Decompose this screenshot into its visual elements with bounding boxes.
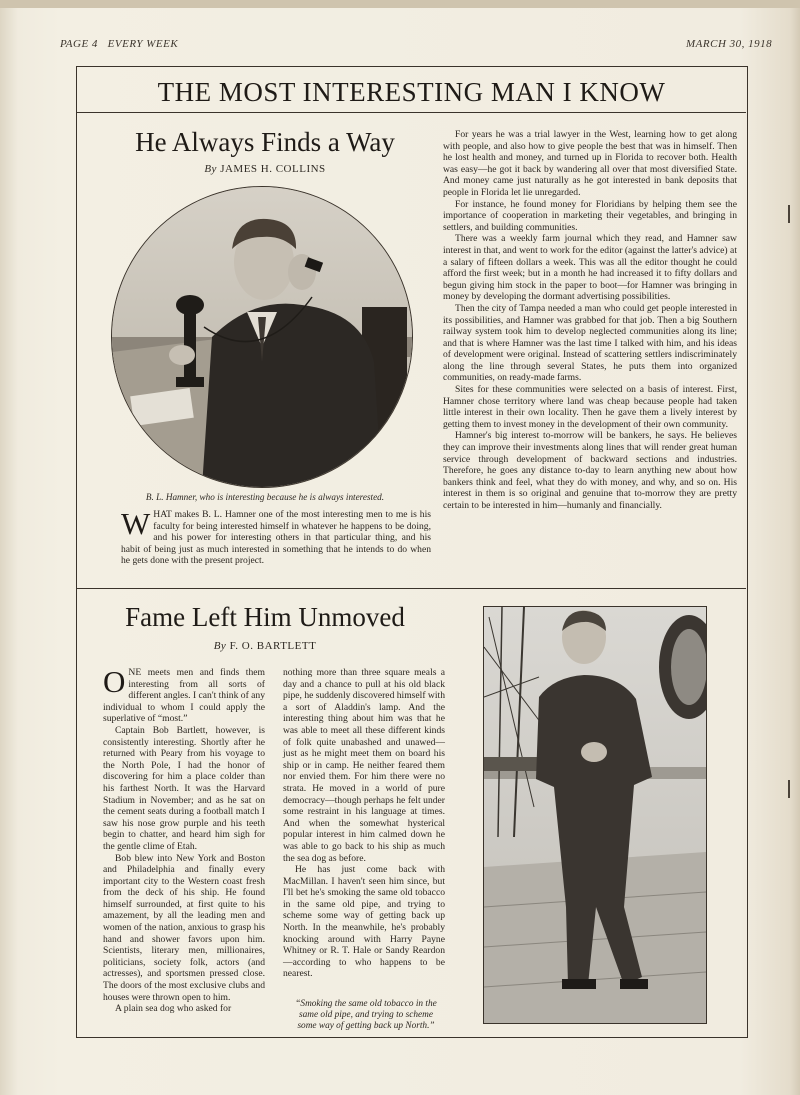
pull-quote: “Smoking the same old tobacco in the same old pipe, and trying to scheme some way of getting back up North.” — [295, 999, 437, 1031]
article2-title: Fame Left Him Unmoved — [125, 602, 405, 632]
portrait-caption: B. L. Hamner, who is interesting because he is always interested. — [145, 492, 385, 502]
article2-byline — [95, 640, 435, 652]
page-top-shadow — [0, 0, 800, 8]
article2-author: F. O. BARTLETT — [229, 640, 317, 652]
article1-paragraph: Sites for these communities were selected on a basis of interest. First, Hamner chose territory where land was cheap because people had taken little interest in their own locality. Then he gave them a lively interest by getting them to invest money in the development of their own community. — [443, 384, 737, 430]
article2-paragraph: Captain Bob Bartlett, however, is consistently interesting. Shortly after he returned with Peary from his voyage to the North Pole, I had the honor of discovering for him a place colder than his farthest North. It was the Harvard Stadium in November; and as he sat on the cement seats during a football match I saw his nose grow purple and his teeth begin to chatter, and heard him sigh for the gentle clime of Etah. — [103, 724, 265, 852]
article2-lead-text: NE meets men and finds them interesting from all sorts of different angles. I can't think of any individual to whom I could apply the superlative of “most.” — [103, 667, 266, 725]
article1-paragraph: Hamner's big interest to-morrow will be bankers, he says. He believes they can improve their investments along lines that will render great human service through development of backward sections and industries. Therefore, he goes any distance to-day to learn anything new about how bankers think and feel, what they do with money, and why, and so on. His interest in them is so original and genuine that to-morrow they are pretty certain to be interested in him—humanly and financially. — [443, 430, 737, 511]
article1-paragraph: For years he was a trial lawyer in the West, learning how to get along with people, and also how to give people the best that was in himself. Then he lost health and money, and turned up in Florida to recover both. Health was easy—he got it back by wandering all over that most diversified State. And money came just naturally as he got interested in bank deposits that people in Florida let lie unregarded. — [443, 129, 737, 198]
article1-right-column — [443, 129, 737, 512]
article1-dropcap: W — [121, 506, 151, 541]
article1-paragraph: There was a weekly farm journal which they read, and Hamner saw interest in that, and went to work for the editor (against the latter's advice) at a salary of fifteen dollars a week. This was all the editor thought he could afford the first week; but in a month he had increased it to fifty dollars and begun giving him stock in the paper to boot—for Hamner was bringing in money by developing the dormant advertising possibilities. — [443, 233, 737, 303]
byline-by: By — [204, 163, 217, 175]
article1-author: JAMES H. COLLINS — [220, 163, 326, 175]
article2-column-1 — [103, 664, 266, 1015]
article1-lead-column — [121, 506, 431, 567]
article2-paragraph: He has just come back with MacMillan. I haven't seen him since, but I'll bet he's smoking the same old tobacco in the same old pipe, and trying to scheme some way of getting back up North. In the meanwhile, he's probably knocking around with Harry Payne Whitney or R. T. Hale or Sandy Reardon—according to who happens to be nearest. — [283, 864, 445, 980]
section-divider — [77, 588, 746, 589]
article2-column-2 — [283, 667, 445, 980]
ship-deck-illustration — [484, 607, 706, 1023]
byline-by: By — [213, 640, 227, 652]
article2-paragraph: A plain sea dog who asked for — [115, 1003, 232, 1015]
portrait-illustration — [112, 187, 412, 487]
article1-paragraph: Then the city of Tampa needed a man who could get people interested in its possibilities, and Hamner was grabbed for that job. Then a big Southern railway system took him to develop neglected communities along its line; and that is where Hamner was the last time I talked with him, and his ideas of development were original. Instead of scattering settlers indiscriminately along the line through several States, he puts them into organized communities, on ready-made farms. — [443, 302, 737, 384]
article1-title: He Always Finds a Way — [135, 127, 395, 157]
article1-byline — [95, 163, 435, 175]
feature-frame — [76, 66, 748, 1038]
binding-mark — [788, 205, 800, 223]
hamner-portrait-photo — [111, 186, 413, 488]
article1-lead-text: HAT makes B. L. Hamner one of the most interesting men to me is his faculty for being interested himself in whatever he happens to be doing, and his power for interesting others in that particular thing, and his habit of being just as much interested in something that he intends to do when he gets done with the present project. — [121, 509, 431, 567]
headline-band — [77, 67, 746, 113]
article2-paragraph: nothing more than three square meals a day and a chance to pull at his old black pipe, he suddenly discovered himself with a sort of Aladdin's lamp. And the interesting thing about him was that he was able to meet all these different kinds of folk quite unabashed and unawed—just as he might meet them on board his ship or in camp. He neither feared them nor envied them. For him there were no strata. He moved in a world of pure democracy—though perhaps he felt under some restraint in his language at times. And when the somewhat hysterical popular interest in him calmed down he was able to go back to his ship as much the sea dog as before. — [283, 667, 445, 864]
running-header-date: MARCH 30, 1918 — [686, 38, 773, 50]
article1-paragraph: For instance, he found money for Floridians by helping them see the importance of cooperation in marketing their vegetables, and bringing in settlers, and building communities. — [443, 198, 737, 233]
article2-dropcap: O — [103, 664, 126, 699]
binding-mark — [788, 780, 800, 798]
running-header-left: PAGE 4 EVERY WEEK — [60, 38, 179, 50]
bartlett-deck-photo — [483, 606, 707, 1024]
feature-headline: THE MOST INTERESTING MAN I KNOW — [157, 77, 666, 107]
article2-paragraph: Bob blew into New York and Boston and Philadelphia and finally every important city to the Western coast fresh from the deck of his ship. He found himself surrounded, at first quite to his amazement, by all the leading men and women of the nation, anxious to grasp his hand and shower favors upon him. Scientists, literary men, millionaires, politicians, society folk, actors (and actresses), and sportsmen pressed close. The doors of the most exclusive clubs and houses were thrown open to him. — [103, 852, 265, 1003]
